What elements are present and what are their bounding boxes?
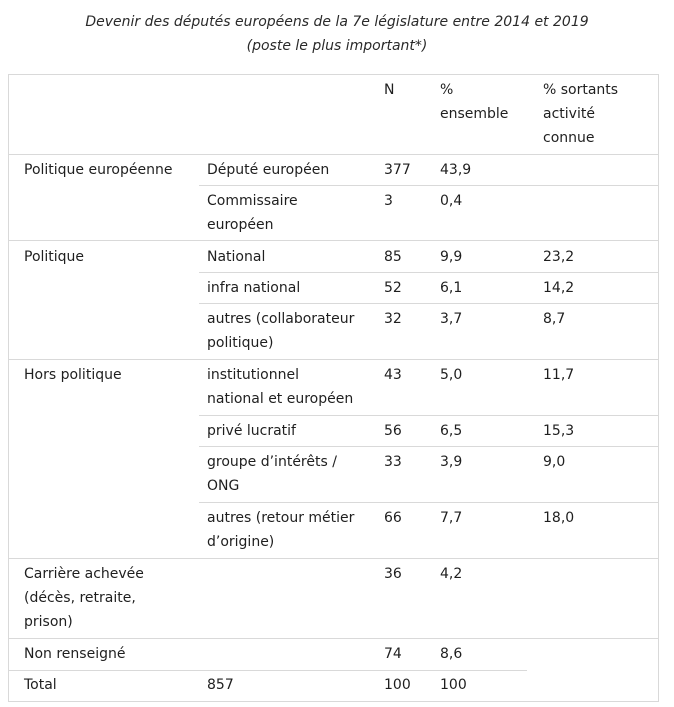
row-subcategory: Commissaire européen xyxy=(207,193,298,233)
row-n: 85 xyxy=(384,249,402,265)
row-category: Total xyxy=(24,677,57,693)
row-pct-ensemble: 7,7 xyxy=(440,510,463,526)
row-subcategory: infra national xyxy=(207,280,301,296)
row-divider xyxy=(199,272,659,273)
row-divider xyxy=(8,240,659,241)
row-n: 56 xyxy=(384,423,402,439)
row-divider xyxy=(199,303,659,304)
row-n: 43 xyxy=(384,367,402,383)
row-divider xyxy=(8,670,527,671)
caption-subtitle: (poste le plus important*) xyxy=(246,38,428,54)
row-category: Hors politique xyxy=(24,367,122,383)
row-subcategory: National xyxy=(207,249,266,265)
row-pct-sortants: 9,0 xyxy=(543,454,566,470)
row-divider xyxy=(199,415,659,416)
row-divider xyxy=(199,185,659,186)
row-pct-sortants: 11,7 xyxy=(543,367,575,383)
row-subcategory: Député européen xyxy=(207,162,330,178)
row-divider xyxy=(8,154,659,155)
row-category: Non renseigné xyxy=(24,646,126,662)
row-n: 52 xyxy=(384,280,402,296)
row-pct-sortants: 15,3 xyxy=(543,423,575,439)
row-subcategory: institutionnel national et européen xyxy=(207,367,354,407)
row-category: Carrière achevée (décès, retraite, prison) xyxy=(24,566,144,630)
row-n: 100 xyxy=(384,677,411,693)
row-pct-ensemble: 8,6 xyxy=(440,646,463,662)
row-divider xyxy=(8,638,659,639)
row-n: 33 xyxy=(384,454,402,470)
row-subcategory: 857 xyxy=(207,677,234,693)
row-divider xyxy=(8,558,659,559)
row-n: 36 xyxy=(384,566,402,582)
header-pct-ensemble: % ensemble xyxy=(440,82,509,122)
row-subcategory: autres (collaborateur politique) xyxy=(207,311,355,351)
row-n: 32 xyxy=(384,311,402,327)
row-pct-ensemble: 100 xyxy=(440,677,467,693)
row-pct-ensemble: 3,9 xyxy=(440,454,463,470)
row-pct-ensemble: 43,9 xyxy=(440,162,472,178)
row-pct-sortants: 8,7 xyxy=(543,311,566,327)
row-category: Politique xyxy=(24,249,85,265)
row-category: Politique européenne xyxy=(24,162,173,178)
row-pct-ensemble: 9,9 xyxy=(440,249,463,265)
row-pct-ensemble: 6,5 xyxy=(440,423,463,439)
table-caption xyxy=(0,10,674,58)
row-n: 3 xyxy=(384,193,393,209)
caption-title: Devenir des députés européens de la 7e législature entre 2014 et 2019 xyxy=(85,14,589,30)
row-n: 377 xyxy=(384,162,411,178)
row-divider xyxy=(8,359,659,360)
row-pct-sortants: 23,2 xyxy=(543,249,575,265)
header-n: N xyxy=(384,82,395,98)
row-subcategory: autres (retour métier d’origine) xyxy=(207,510,355,550)
row-divider xyxy=(199,502,659,503)
row-n: 74 xyxy=(384,646,402,662)
row-subcategory: groupe d’intérêts / ONG xyxy=(207,454,337,494)
row-subcategory: privé lucratif xyxy=(207,423,296,439)
row-n: 66 xyxy=(384,510,402,526)
row-divider xyxy=(199,446,659,447)
row-pct-ensemble: 4,2 xyxy=(440,566,463,582)
data-table xyxy=(8,74,659,702)
row-pct-ensemble: 6,1 xyxy=(440,280,463,296)
row-pct-sortants: 14,2 xyxy=(543,280,575,296)
row-pct-ensemble: 0,4 xyxy=(440,193,463,209)
row-pct-ensemble: 5,0 xyxy=(440,367,463,383)
row-pct-sortants: 18,0 xyxy=(543,510,575,526)
row-pct-ensemble: 3,7 xyxy=(440,311,463,327)
header-pct-sortants: % sortants activité connue xyxy=(543,82,619,146)
